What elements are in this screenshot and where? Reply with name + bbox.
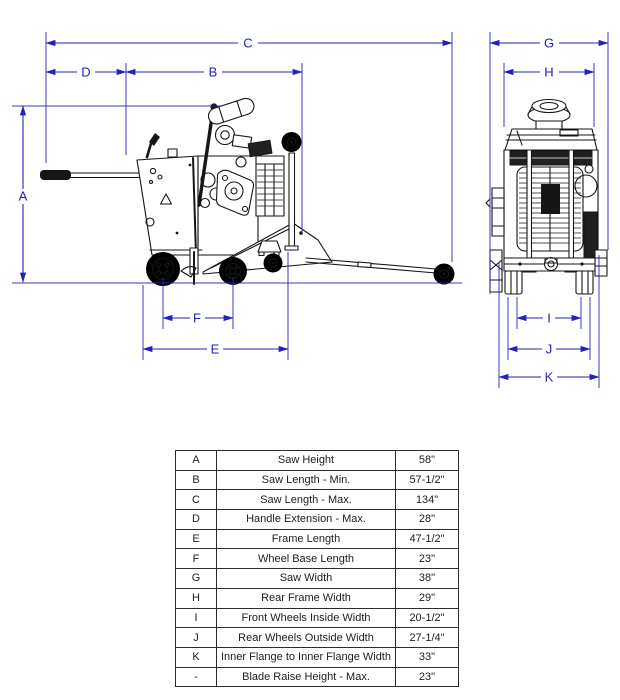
spec-key: K	[176, 647, 217, 667]
spec-label: Inner Flange to Inner Flange Width	[217, 647, 396, 667]
spec-key: C	[176, 490, 217, 510]
spec-row	[176, 588, 459, 608]
spec-label: Blade Raise Height - Max.	[217, 667, 396, 687]
spec-label: Rear Frame Width	[217, 588, 396, 608]
spec-row	[176, 569, 459, 589]
spec-row	[176, 667, 459, 687]
spec-value: 28"	[396, 510, 459, 530]
spec-value: 27-1/4"	[396, 628, 459, 648]
spec-key: J	[176, 628, 217, 648]
spec-row	[176, 647, 459, 667]
rear-view-drawing	[486, 100, 607, 295]
spec-key: G	[176, 569, 217, 589]
dim-i-label: I	[547, 310, 551, 326]
spec-table	[175, 450, 459, 687]
spec-key: D	[176, 510, 217, 530]
dim-h	[504, 65, 594, 80]
dim-b	[126, 65, 302, 80]
spec-key: B	[176, 470, 217, 490]
dim-a	[14, 106, 32, 282]
dim-k-label: K	[544, 369, 554, 385]
dim-c-label: C	[243, 35, 253, 51]
dim-g	[490, 36, 608, 51]
spec-row	[176, 451, 459, 471]
spec-row	[176, 608, 459, 628]
spec-row	[176, 628, 459, 648]
dim-e-label: E	[210, 341, 220, 357]
dim-i	[517, 311, 581, 326]
spec-value: 58"	[396, 451, 459, 471]
spec-value: 29"	[396, 588, 459, 608]
spec-key: A	[176, 451, 217, 471]
dim-d-label: D	[81, 64, 91, 80]
spec-value: 134"	[396, 490, 459, 510]
dim-j	[508, 342, 590, 357]
dim-f	[163, 311, 233, 326]
spec-label: Wheel Base Length	[217, 549, 396, 569]
spec-value: 47-1/2"	[396, 529, 459, 549]
spec-label: Saw Width	[217, 569, 396, 589]
spec-row	[176, 510, 459, 530]
spec-row	[176, 470, 459, 490]
spec-value: 23"	[396, 667, 459, 687]
dim-d	[46, 65, 126, 80]
dim-f-label: F	[193, 310, 201, 326]
spec-key: E	[176, 529, 217, 549]
spec-key: F	[176, 549, 217, 569]
dim-e	[143, 342, 288, 357]
spec-row	[176, 529, 459, 549]
dim-c	[46, 36, 452, 51]
spec-row	[176, 490, 459, 510]
spec-value: 33"	[396, 647, 459, 667]
spec-key: -	[176, 667, 217, 687]
spec-label: Saw Length - Min.	[217, 470, 396, 490]
spec-label: Frame Length	[217, 529, 396, 549]
dim-k	[499, 370, 599, 385]
spec-row	[176, 549, 459, 569]
spec-label: Saw Length - Max.	[217, 490, 396, 510]
dim-g-label: G	[543, 35, 555, 51]
dim-j-label: J	[545, 341, 553, 357]
spec-label: Front Wheels Inside Width	[217, 608, 396, 628]
spec-value: 57-1/2"	[396, 470, 459, 490]
spec-key: I	[176, 608, 217, 628]
spec-key: H	[176, 588, 217, 608]
dim-h-label: H	[544, 64, 554, 80]
spec-value: 20-1/2"	[396, 608, 459, 628]
dim-b-label: B	[208, 64, 218, 80]
dim-a-label: A	[18, 188, 28, 204]
spec-value: 38"	[396, 569, 459, 589]
spec-label: Handle Extension - Max.	[217, 510, 396, 530]
spec-label: Rear Wheels Outside Width	[217, 628, 396, 648]
spec-value: 23"	[396, 549, 459, 569]
side-view-drawing	[40, 96, 455, 286]
spec-label: Saw Height	[217, 451, 396, 471]
